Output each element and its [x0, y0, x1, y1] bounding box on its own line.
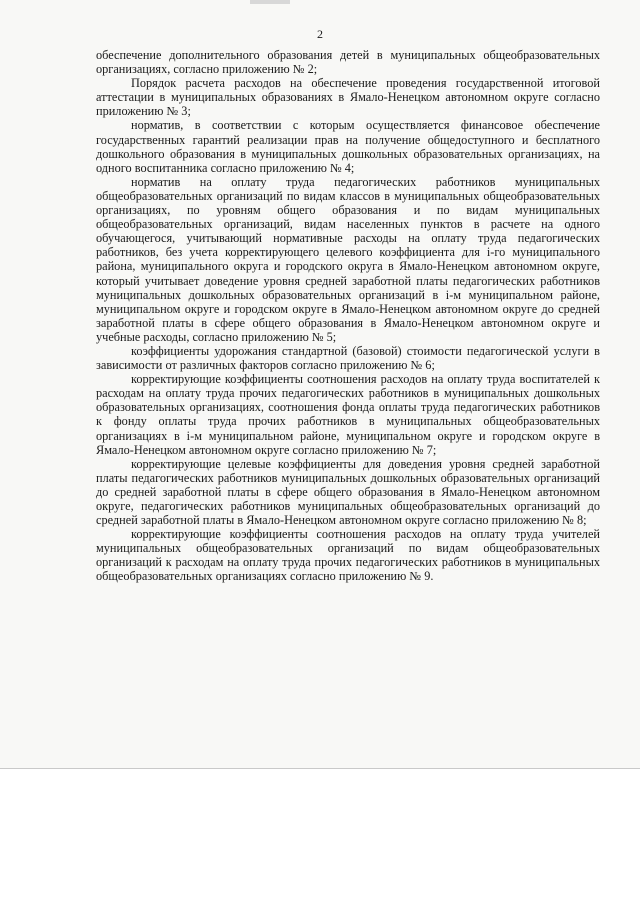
paragraph: корректирующие коэффициенты соотношения расходов на оплату труда учителей муниципальных общеобразовательных организаций по видам общеобразовательных организаций к расходам на оплату труда прочих педагогических работников в муниципальных общеобразовательных организациях согласно приложению № 9.	[96, 527, 600, 584]
paragraph: корректирующие целевые коэффициенты для доведения уровня средней заработной платы педагогических работников муниципальных дошкольных образовательных организаций до средней заработной платы в сфере общего образования в Ямало-Ненецком автономном округе, педагогических работников муниципальных общеобразовательных организаций до средней заработной платы в Ямало-Ненецком автономном округе согласно приложению № 8;	[96, 456, 600, 528]
paragraph: норматив, в соответствии с которым осуществляется финансовое обеспечение государственных гарантий реализации прав на получение общедоступного и бесплатного дошкольного образования в муниципальных дошкольных образовательных организациях, на одного воспитанника согласно приложению № 4;	[96, 118, 600, 175]
paragraph: Порядок расчета расходов на обеспечение проведения государственной итоговой аттестации в муниципальных образованиях в Ямало-Ненецком автономном округе согласно приложению № 3;	[96, 76, 600, 119]
scan-edge-mark	[250, 0, 290, 4]
paragraph: корректирующие коэффициенты соотношения расходов на оплату труда воспитателей к расходам на оплату труда прочих педагогических работников в муниципальных дошкольных образовательных организациях, соотношения фонда оплаты труда педагогических работников к фонду оплаты труда прочих работников в муниципальных общеобразовательных организациях в i-м муниципальном районе, муниципальном округе и городском округе в Ямало-Ненецком автономном округе согласно приложению № 7;	[96, 372, 600, 457]
page-number: 2	[317, 27, 323, 41]
paragraph: обеспечение дополнительного образования детей в муниципальных общеобразовательных организациях, согласно приложению № 2;	[96, 48, 600, 77]
paragraph: норматив на оплату труда педагогических работников муниципальных общеобразовательных организаций по видам классов в муниципальных общеобразовательных организациях, по уровням общего образования и по видам муниципальных общеобразовательных организаций, видам населенных пунктов в расчете на одного обучающегося, учитывающий нормативные расходы на оплату труда педагогических работников, без учета корректирующего целевого коэффициента для i-го муниципального района, муниципального округа и городского округа в Ямало-Ненецком автономном округе, который учитывает доведение уровня средней заработной платы педагогических работников муниципальных дошкольных образовательных организаций в i-м муниципальном районе, муниципальном округе и городском округе в Ямало-Ненецком автономном округе до средней заработной платы в сфере общего образования в Ямало-Ненецком автономном округе и учебные расходы, согласно приложению № 5;	[96, 174, 600, 344]
paragraph: коэффициенты удорожания стандартной (базовой) стоимости педагогической услуги в зависимости от различных факторов согласно приложению № 6;	[96, 343, 600, 373]
document-body	[96, 48, 600, 584]
